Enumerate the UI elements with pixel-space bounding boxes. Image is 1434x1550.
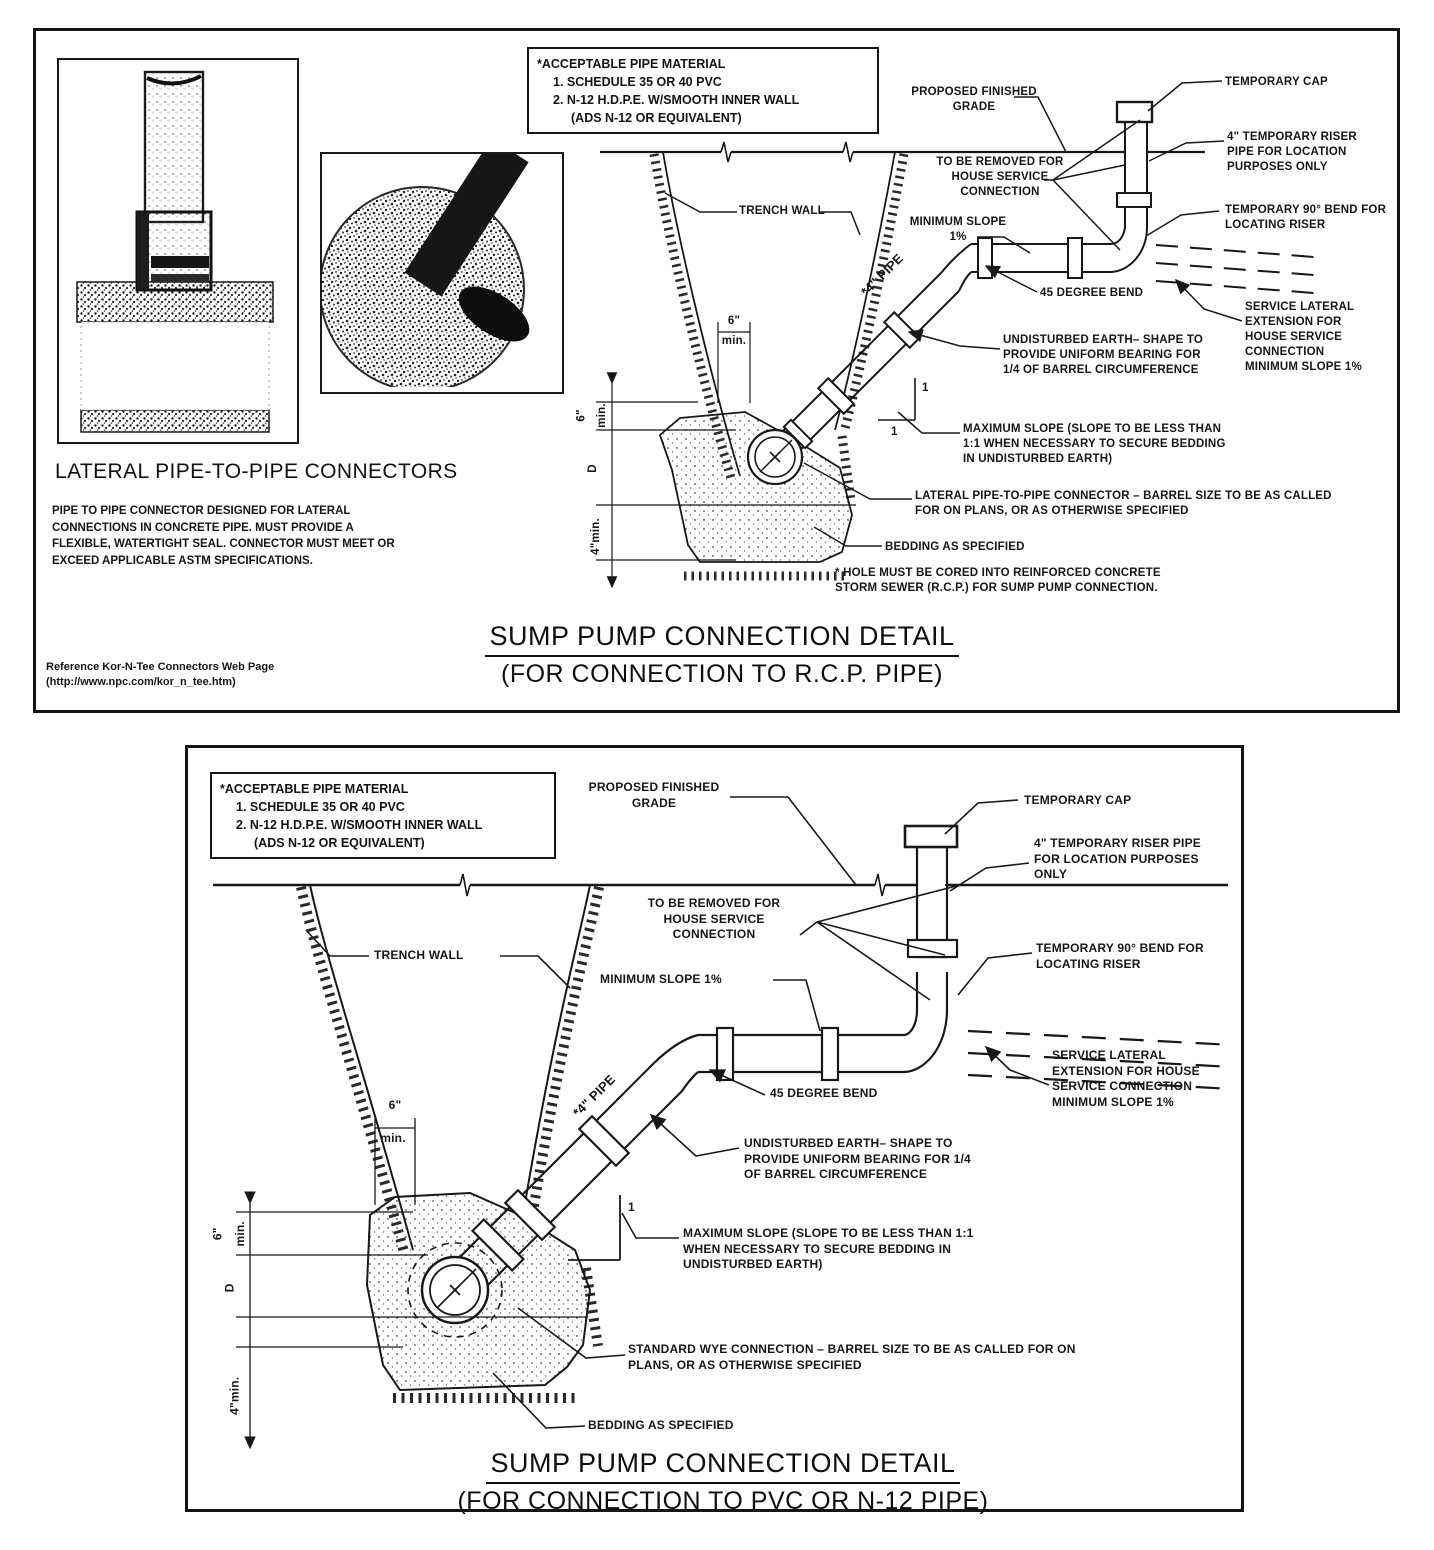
- callout-riser: 4" TEMPORARY RISER PIPE FOR LOCATION PURPOSES ONLY: [1034, 836, 1201, 882]
- dim-6in-vertical: 6": [575, 409, 588, 422]
- callout-undisturbed-earth: UNDISTURBED EARTH– SHAPE TO PROVIDE UNIFORM BEARING FOR 1/4 OF BARREL CIRCUMFERENCE: [1003, 334, 1204, 376]
- callout-maximum-slope: MAXIMUM SLOPE (SLOPE TO BE LESS THAN 1:1 WHEN NECESSARY TO SECURE BEDDING IN UNDISTURBED EARTH): [963, 423, 1226, 465]
- pvc-subtitle: (FOR CONNECTION TO PVC OR N-12 PIPE): [457, 1487, 989, 1515]
- material-item: (ADS N-12 OR EQUIVALENT): [254, 836, 425, 851]
- callout-to-be-removed: TO BE REMOVED FOR HOUSE SERVICE CONNECTION: [936, 156, 1064, 198]
- connector-heading: LATERAL PIPE-TO-PIPE CONNECTORS: [55, 460, 458, 483]
- footnote-cored-hole: * HOLE MUST BE CORED INTO REINFORCED CONCRETE STORM SEWER (R.C.P.) FOR SUMP PUMP CONNECTION.: [835, 567, 1161, 594]
- acceptable-pipe-material-note: [210, 772, 556, 859]
- material-item: 1. SCHEDULE 35 OR 40 PVC: [553, 75, 722, 90]
- callout-4in-pipe: *4" PIPE: [857, 250, 907, 299]
- callout-temporary-cap: TEMPORARY CAP: [1024, 793, 1132, 807]
- callout-bedding: BEDDING AS SPECIFIED: [588, 1418, 734, 1432]
- material-item: 2. N-12 H.D.P.E. W/SMOOTH INNER WALL: [553, 93, 800, 108]
- callout-trench-wall: TRENCH WALL: [739, 205, 825, 217]
- callout-wye-connection: STANDARD WYE CONNECTION – BARREL SIZE TO BE AS CALLED FOR ON PLANS, OR AS OTHERWISE SPECIFIED: [628, 1342, 1076, 1372]
- material-item: 2. N-12 H.D.P.E. W/SMOOTH INNER WALL: [236, 818, 483, 833]
- callout-minimum-slope: MINIMUM SLOPE 1%: [600, 972, 722, 986]
- callout-90-bend: TEMPORARY 90° BEND FOR LOCATING RISER: [1225, 204, 1387, 231]
- bedding-zone: [660, 412, 852, 562]
- connector-installation-photo: [57, 58, 299, 444]
- slope-one-horizontal: 1: [891, 426, 898, 438]
- callout-proposed-grade: PROPOSED FINISHED GRADE: [911, 86, 1037, 113]
- connector-description: PIPE TO PIPE CONNECTOR DESIGNED FOR LATERAL CONNECTIONS IN CONCRETE PIPE. MUST PROVIDE A FLEXIBLE, WATERTIGHT SEAL. CONNECTOR MUST MEET OR EXCEED APPLICABLE ASTM SPECIFICATIONS.: [52, 505, 395, 568]
- material-item: 1. SCHEDULE 35 OR 40 PVC: [236, 800, 405, 815]
- dim-d: D: [222, 1283, 237, 1293]
- ground-line: [600, 142, 1205, 162]
- dim-6in-vertical: 6": [210, 1227, 225, 1241]
- dim-min-vertical: min.: [232, 1221, 247, 1247]
- pvc-title-block: [443, 1448, 1003, 1516]
- callout-90-bend: TEMPORARY 90° BEND FOR LOCATING RISER: [1036, 941, 1204, 971]
- callout-4in-pipe: *4" PIPE: [569, 1071, 619, 1120]
- acceptable-pipe-material-note: [527, 47, 879, 134]
- dim-min-vertical: min.: [595, 403, 608, 428]
- reference-line1: Reference Kor-N-Tee Connectors Web Page: [46, 661, 275, 673]
- connector-closeup-photo: [320, 152, 564, 394]
- callout-temporary-cap: TEMPORARY CAP: [1225, 76, 1328, 88]
- pvc-title: SUMP PUMP CONNECTION DETAIL: [486, 1448, 959, 1484]
- material-title: *ACCEPTABLE PIPE MATERIAL: [537, 57, 726, 71]
- reference-note: [46, 660, 386, 691]
- rcp-title-block: [472, 621, 972, 689]
- dim-min-horizontal: min.: [380, 1131, 406, 1145]
- callout-service-lateral: SERVICE LATERAL EXTENSION FOR HOUSE SERVICE CONNECTION MINIMUM SLOPE 1%: [1245, 301, 1362, 373]
- callout-riser: 4" TEMPORARY RISER PIPE FOR LOCATION PURPOSES ONLY: [1227, 131, 1357, 173]
- dim-d: D: [586, 464, 599, 473]
- callout-maximum-slope: MAXIMUM SLOPE (SLOPE TO BE LESS THAN 1:1 WHEN NECESSARY TO SECURE BEDDING IN UNDISTURBED EARTH): [683, 1226, 974, 1272]
- material-title: *ACCEPTABLE PIPE MATERIAL: [220, 782, 409, 796]
- slope-one-vertical: 1: [922, 382, 929, 394]
- callout-minimum-slope: MINIMUM SLOPE 1%: [909, 216, 1007, 243]
- callout-trench-wall: TRENCH WALL: [374, 948, 464, 962]
- material-item: (ADS N-12 OR EQUIVALENT): [571, 111, 742, 126]
- rcp-title: SUMP PUMP CONNECTION DETAIL: [485, 621, 958, 657]
- callout-to-be-removed: TO BE REMOVED FOR HOUSE SERVICE CONNECTION: [647, 896, 781, 942]
- panel-rcp-detail: [33, 28, 1400, 713]
- callout-proposed-grade: PROPOSED FINISHED GRADE: [588, 780, 720, 810]
- dim-min-horizontal: min.: [721, 335, 747, 347]
- service-lateral-dashes: [1156, 245, 1314, 293]
- panel-pvc-detail: [185, 745, 1244, 1515]
- callout-service-lateral: SERVICE LATERAL EXTENSION FOR HOUSE SERVICE CONNECTION MINIMUM SLOPE 1%: [1052, 1048, 1200, 1109]
- dim-6in-horizontal: 6": [727, 315, 741, 327]
- callout-pipe-to-pipe-connector: LATERAL PIPE-TO-PIPE CONNECTOR – BARREL SIZE TO BE AS CALLED FOR ON PLANS, OR AS OTHERWISE SPECIFIED: [915, 490, 1332, 517]
- dim-6in-horizontal: 6": [388, 1098, 402, 1112]
- callout-45-bend: 45 DEGREE BEND: [1040, 287, 1144, 299]
- slope-one-horizontal: 1: [581, 1268, 588, 1282]
- dim-4in-min: 4"min.: [227, 1376, 242, 1415]
- rcp-subtitle: (FOR CONNECTION TO R.C.P. PIPE): [501, 660, 943, 688]
- callout-45-bend: 45 DEGREE BEND: [770, 1086, 878, 1100]
- reference-line2: (http://www.npc.com/kor_n_tee.htm): [46, 676, 236, 689]
- slope-one-vertical: 1: [628, 1200, 635, 1214]
- callout-bedding: BEDDING AS SPECIFIED: [885, 541, 1025, 553]
- dim-4in-min: 4"min.: [589, 518, 602, 555]
- callout-undisturbed-earth: UNDISTURBED EARTH– SHAPE TO PROVIDE UNIFORM BEARING FOR 1/4 OF BARREL CIRCUMFERENCE: [744, 1136, 971, 1182]
